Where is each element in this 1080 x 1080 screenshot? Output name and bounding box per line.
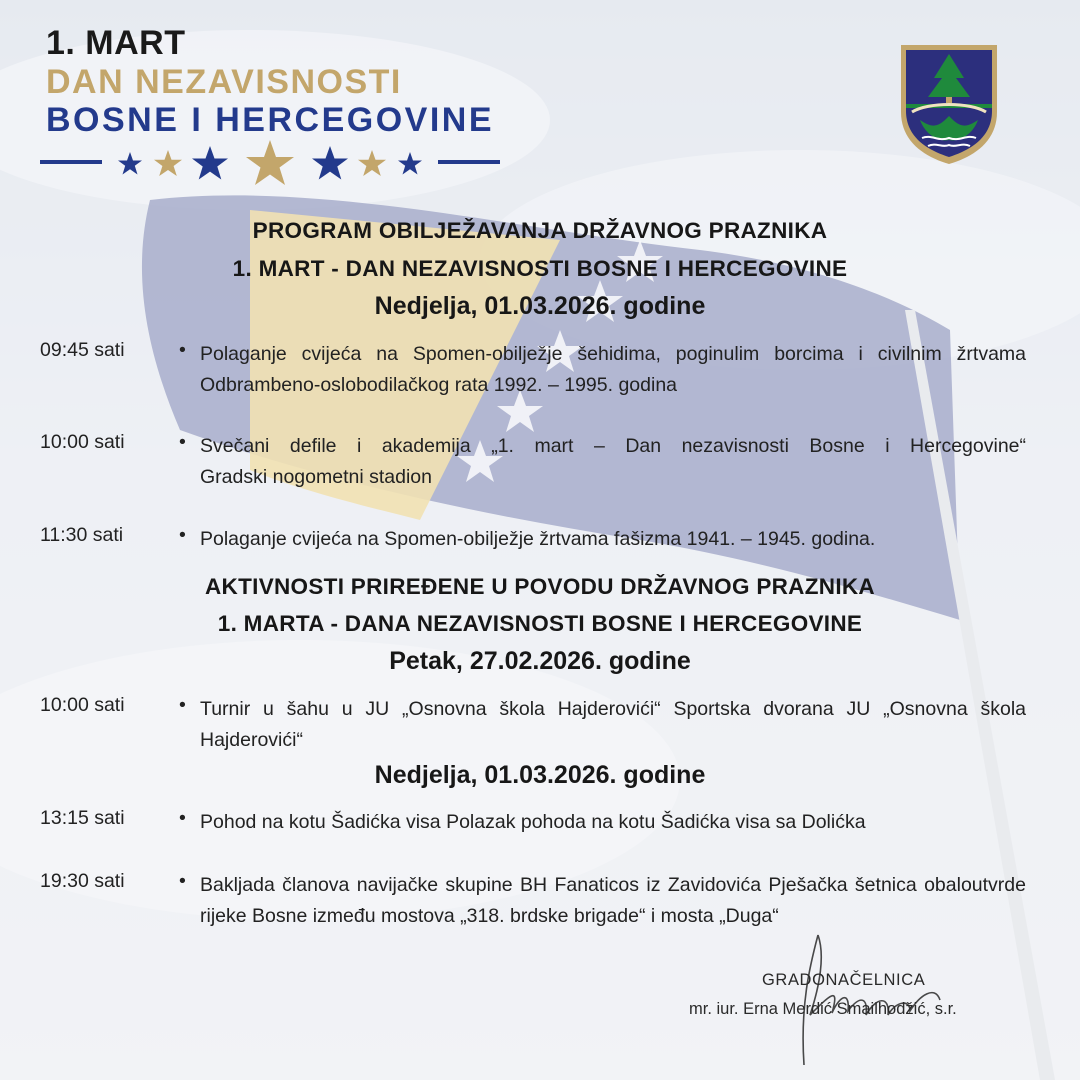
schedule-time: 11:30 sati xyxy=(40,524,124,546)
header-title-navy: BOSNE I HERCEGOVINE xyxy=(46,101,495,139)
program-title-line1: PROGRAM OBILJEŽAVANJA DRŽAVNOG PRAZNIKA xyxy=(252,218,828,243)
divider-line-right xyxy=(438,160,500,164)
schedule-time: 09:45 sati xyxy=(40,339,125,361)
bullet-icon: • xyxy=(179,807,186,829)
signature-title: GRADONAČELNICA xyxy=(762,971,926,989)
bullet-icon: • xyxy=(179,694,186,716)
star-icon xyxy=(358,150,386,176)
schedule-time: 19:30 sati xyxy=(40,870,125,892)
activities-date-friday: Petak, 27.02.2026. godine xyxy=(389,647,691,675)
signature-name: mr. iur. Erna Merdić Smailhodžić, s.r. xyxy=(689,1000,957,1018)
schedule-text: Polaganje cvijeća na Spomen-obilježje šehidima, poginulim borcima i civilnim žrtvama Odbrambeno-oslobodilačkog rata 1992. – 1995. godina xyxy=(200,343,1026,396)
handwritten-signature xyxy=(770,925,970,1070)
star-icon xyxy=(154,150,182,176)
bullet-icon: • xyxy=(179,431,186,453)
schedule-text: Polaganje cvijeća na Spomen-obilježje žrtvama fašizma 1941. – 1945. godina. xyxy=(200,528,876,550)
header-date: 1. MART xyxy=(46,24,186,62)
program-title-line2: 1. MART - DAN NEZAVISNOSTI BOSNE I HERCEGOVINE xyxy=(232,256,848,281)
activities-title-line2: 1. MARTA - DANA NEZAVISNOSTI BOSNE I HERCEGOVINE xyxy=(217,611,863,636)
divider-line-left xyxy=(40,160,102,164)
bullet-icon: • xyxy=(179,339,186,361)
star-icon xyxy=(192,146,228,180)
star-icon xyxy=(118,152,142,175)
schedule-text-line1: Svečani defile i akademija „1. mart – Dan nezavisnosti Bosne i Hercegovine“ xyxy=(200,435,1026,457)
star-icon xyxy=(398,152,422,175)
activities-title-line1: AKTIVNOSTI PRIREĐENE U POVODU DRŽAVNOG PRAZNIKA xyxy=(205,574,875,599)
schedule-text-line2: Gradski nogometni stadion xyxy=(200,466,432,488)
schedule-text xyxy=(200,431,1026,493)
star-icon xyxy=(312,146,348,180)
municipal-coat-of-arms-icon xyxy=(898,42,1000,166)
bullet-icon: • xyxy=(179,524,186,546)
schedule-text: Bakljada članova navijačke skupine BH Fanaticos iz Zavidovića Pješačka šetnica obaloutvrde rijeke Bosne između mostova „318. brdske brigade“ i mosta „Duga“ xyxy=(200,874,1026,927)
schedule-text: Pohod na kotu Šadićka visa Polazak pohoda na kotu Šadićka visa sa Dolićka xyxy=(200,811,866,833)
header-title-gold: DAN NEZAVISNOSTI xyxy=(46,63,402,101)
program-date: Nedjelja, 01.03.2026. godine xyxy=(374,292,706,320)
bullet-icon: • xyxy=(179,870,186,892)
stars-decoration xyxy=(40,138,500,194)
schedule-time: 10:00 sati xyxy=(40,694,125,716)
star-icon xyxy=(246,140,294,185)
schedule-time: 10:00 sati xyxy=(40,431,125,453)
activities-date-sunday: Nedjelja, 01.03.2026. godine xyxy=(374,761,706,789)
schedule-text: Turnir u šahu u JU „Osnovna škola Hajderovići“ Sportska dvorana JU „Osnovna škola Hajderovići“ xyxy=(200,698,1026,751)
schedule-time: 13:15 sati xyxy=(40,807,125,829)
